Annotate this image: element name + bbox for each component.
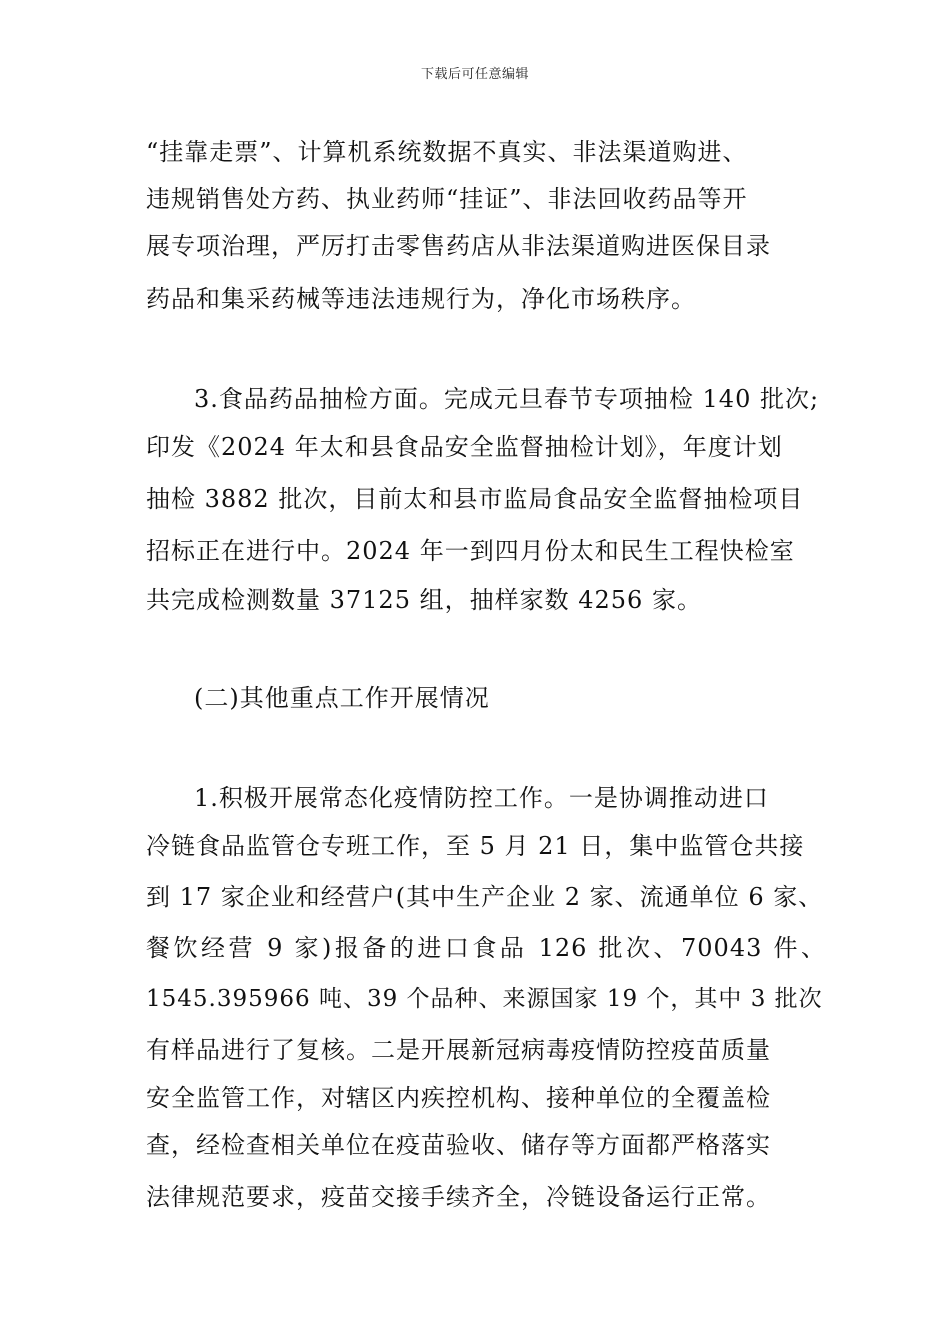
paragraph-2-line-2: 印发《2024 年太和县食品安全监督抽检计划》，年度计划 [146,433,783,461]
paragraph-3-line-4: 餐饮经营 9 家)报备的进口食品 126 批次、70043 件、 [146,934,826,962]
paragraph-3-line-5: 1545.395966 吨、39 个品种、来源国家 19 个，其中 3 批次 [146,986,823,1012]
paragraph-1-line-4: 药品和集采药械等违法违规行为，净化市场秩序。 [146,285,696,313]
paragraph-3-line-2: 冷链食品监管仓专班工作，至 5 月 21 日，集中监管仓共接 [146,832,805,860]
paragraph-2-line-3: 抽检 3882 批次，目前太和县市监局食品安全监督抽检项目 [146,485,804,513]
header-note: 下载后可任意编辑 [420,67,529,82]
paragraph-2-line-4: 招标正在进行中。2024 年一到四月份太和民生工程快检室 [146,537,795,565]
paragraph-1-line-2: 违规销售处方药、执业药师“挂证”、非法回收药品等开 [146,185,748,213]
paragraph-2-line-1: 3.食品药品抽检方面。完成元旦春节专项抽检 140 批次; [194,385,820,413]
section-heading: (二)其他重点工作开展情况 [194,684,490,712]
paragraph-3-line-7: 安全监管工作，对辖区内疾控机构、接种单位的全覆盖检 [146,1084,771,1112]
paragraph-3-line-8: 查，经检查相关单位在疫苗验收、储存等方面都严格落实 [146,1131,771,1159]
paragraph-3-line-1: 1.积极开展常态化疫情防控工作。一是协调推动进口 [194,784,769,812]
paragraph-2-line-5: 共完成检测数量 37125 组，抽样家数 4256 家。 [146,586,702,614]
paragraph-1-line-1: “挂靠走票”、计算机系统数据不真实、非法渠道购进、 [146,138,748,166]
paragraph-3-line-6: 有样品进行了复核。二是开展新冠病毒疫情防控疫苗质量 [146,1036,771,1064]
paragraph-3-line-3: 到 17 家企业和经营户(其中生产企业 2 家、流通单位 6 家、 [146,883,824,911]
paragraph-1-line-3: 展专项治理，严厉打击零售药店从非法渠道购进医保目录 [146,232,771,260]
paragraph-3-line-9: 法律规范要求，疫苗交接手续齐全，冷链设备运行正常。 [146,1183,771,1211]
